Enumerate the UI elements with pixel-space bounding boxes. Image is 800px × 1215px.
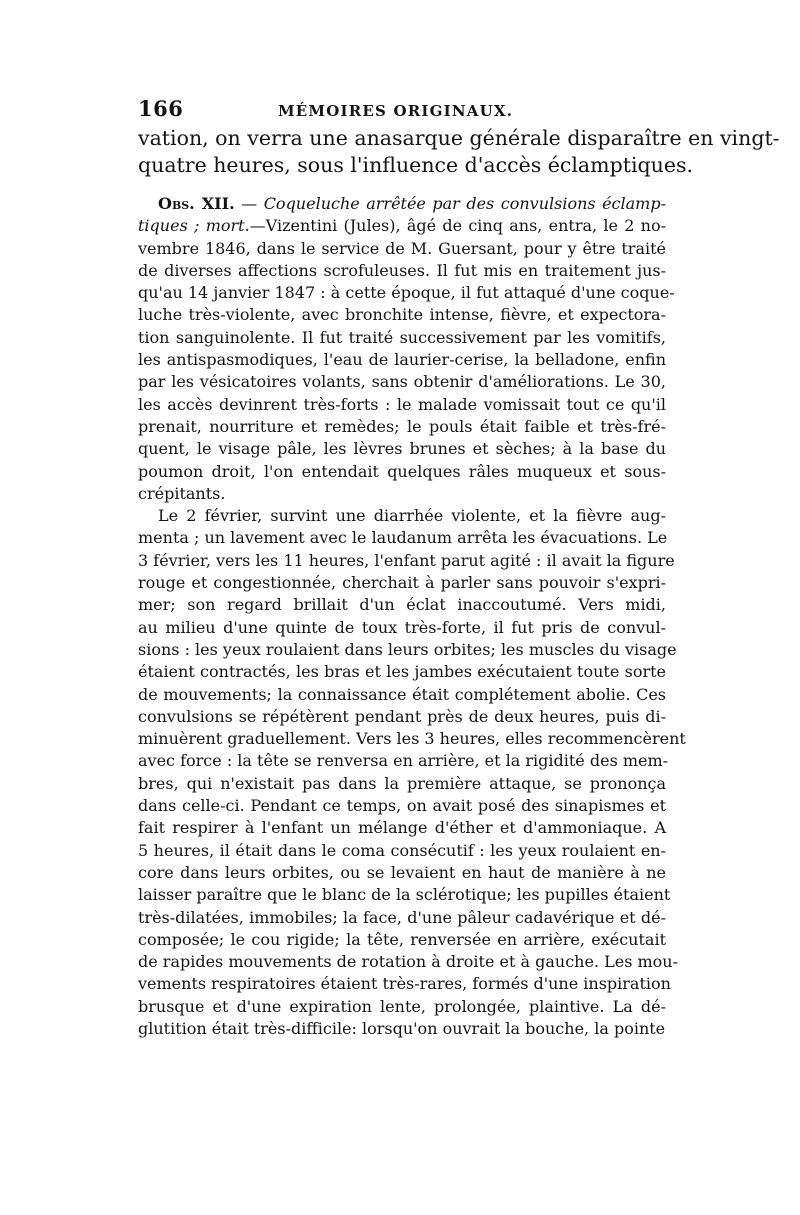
observation-heading-line [138,193,666,215]
book-page [138,96,780,1040]
text-line: brusque et d'une expiration lente, prolongée, plaintive. La dé- [138,996,666,1016]
text-line: de mouvements; la connaissance était complétement abolie. Ces [138,684,666,704]
observation-label: Obs. XII. [158,194,235,213]
paragraph-2 [138,505,686,1040]
page-header [138,96,666,124]
text-line: quent, le visage pâle, les lèvres brunes et sèches; à la base du [138,439,666,459]
observation-heading-line-2 [138,215,666,237]
text-line: tion sanguinolente. Il fut traité successivement par les vomitifs, [138,327,666,347]
text-line: étaient contractés, les bras et les jambes exécutaient toute sorte [138,662,666,682]
text-line: convulsions se répétèrent pendant près de deux heures, puis di- [138,706,666,726]
text-line: de rapides mouvements de rotation à droite et à gauche. Les mou- [138,952,679,972]
text-line: par les vésicatoires volants, sans obtenir d'améliorations. Le 30, [138,372,666,392]
text-line: Le 2 février, survint une diarrhée violente, et la fièvre aug- [158,506,666,526]
text-line: minuèrent graduellement. Vers les 3 heures, elles recommencèrent [138,729,686,749]
lead-paragraph [138,125,780,179]
text-line: au milieu d'une quinte de toux très-forte, il fut pris de convul- [138,617,666,637]
text-line: laisser paraître que le blanc de la sclérotique; les pupilles étaient [138,885,671,905]
text-line: quatre heures, sous l'influence d'accès éclamptiques. [138,153,694,177]
text-line: prenait, nourriture et remèdes; le pouls était faible et très-fré- [138,416,666,436]
text-line: luche très-violente, avec bronchite intense, fièvre, et expectora- [138,305,666,325]
text-line: 3 février, vers les 11 heures, l'enfant parut agité : il avait la figure [138,550,675,570]
text-line: très-dilatées, immobiles; la face, d'une pâleur cadavérique et dé- [138,907,666,927]
text-line: vements respiratoires étaient très-rares, formés d'une inspiration [138,974,671,994]
text-line: poumon droit, l'on entendait quelques râles muqueux et sous- [138,461,666,481]
text-line: les antispasmodiques, l'eau de laurier-cerise, la belladone, enfin [138,350,666,370]
page-number: 166 [138,96,184,121]
observation-text-start: —Vizentini (Jules), âgé de cinq ans, entra, le 2 no- [249,216,667,236]
text-line: mer; son regard brillait d'un éclat inaccoutumé. Vers midi, [138,595,666,615]
text-line: dans celle-ci. Pendant ce temps, on avait posé des sinapismes et [138,796,666,816]
text-line: menta ; un lavement avec le laudanum arrêta les évacuations. Le [138,528,668,548]
observation-title-continued: tiques ; mort. [138,216,250,236]
text-line: crépitants. [138,483,226,503]
text-line: fait respirer à l'enfant un mélange d'éther et d'ammoniaque. A [138,818,666,838]
text-line: vation, on verra une anasarque générale disparaître en vingt- [138,126,780,150]
observation-title: Coqueluche arrêtée par des convulsions éclamp- [263,194,666,213]
text-line: de diverses affections scrofuleuses. Il fut mis en traitement jus- [138,260,666,280]
text-line: les accès devinrent très-forts : le malade vomissait tout ce qu'il [138,394,666,414]
text-line: glutition était très-difficile: lorsqu'on ouvrait la bouche, la pointe [138,1018,666,1038]
text-line: qu'au 14 janvier 1847 : à cette époque, il fut attaqué d'une coque- [138,283,675,303]
running-title: MÉMOIRES ORIGINAUX. [278,102,514,120]
text-line: vembre 1846, dans le service de M. Guersant, pour y être traité [138,238,666,258]
text-line: rouge et congestionnée, cherchait à parler sans pouvoir s'expri- [138,573,666,593]
observation-paragraph [138,193,686,1040]
text-line: avec force : la tête se renversa en arrière, et la rigidité des mem- [138,751,669,771]
paragraph-1 [138,238,675,506]
observation-dash: — [234,194,264,213]
text-line: composée; le cou rigide; la tête, renversée en arrière, exécutait [138,929,666,949]
text-line: core dans leurs orbites, ou se levaient en haut de manière à ne [138,862,666,882]
text-line: sions : les yeux roulaient dans leurs orbites; les muscles du visage [138,639,677,659]
text-line: 5 heures, il était dans le coma consécutif : les yeux roulaient en- [138,840,666,860]
text-line: bres, qui n'existait pas dans la première attaque, se prononça [138,773,666,793]
